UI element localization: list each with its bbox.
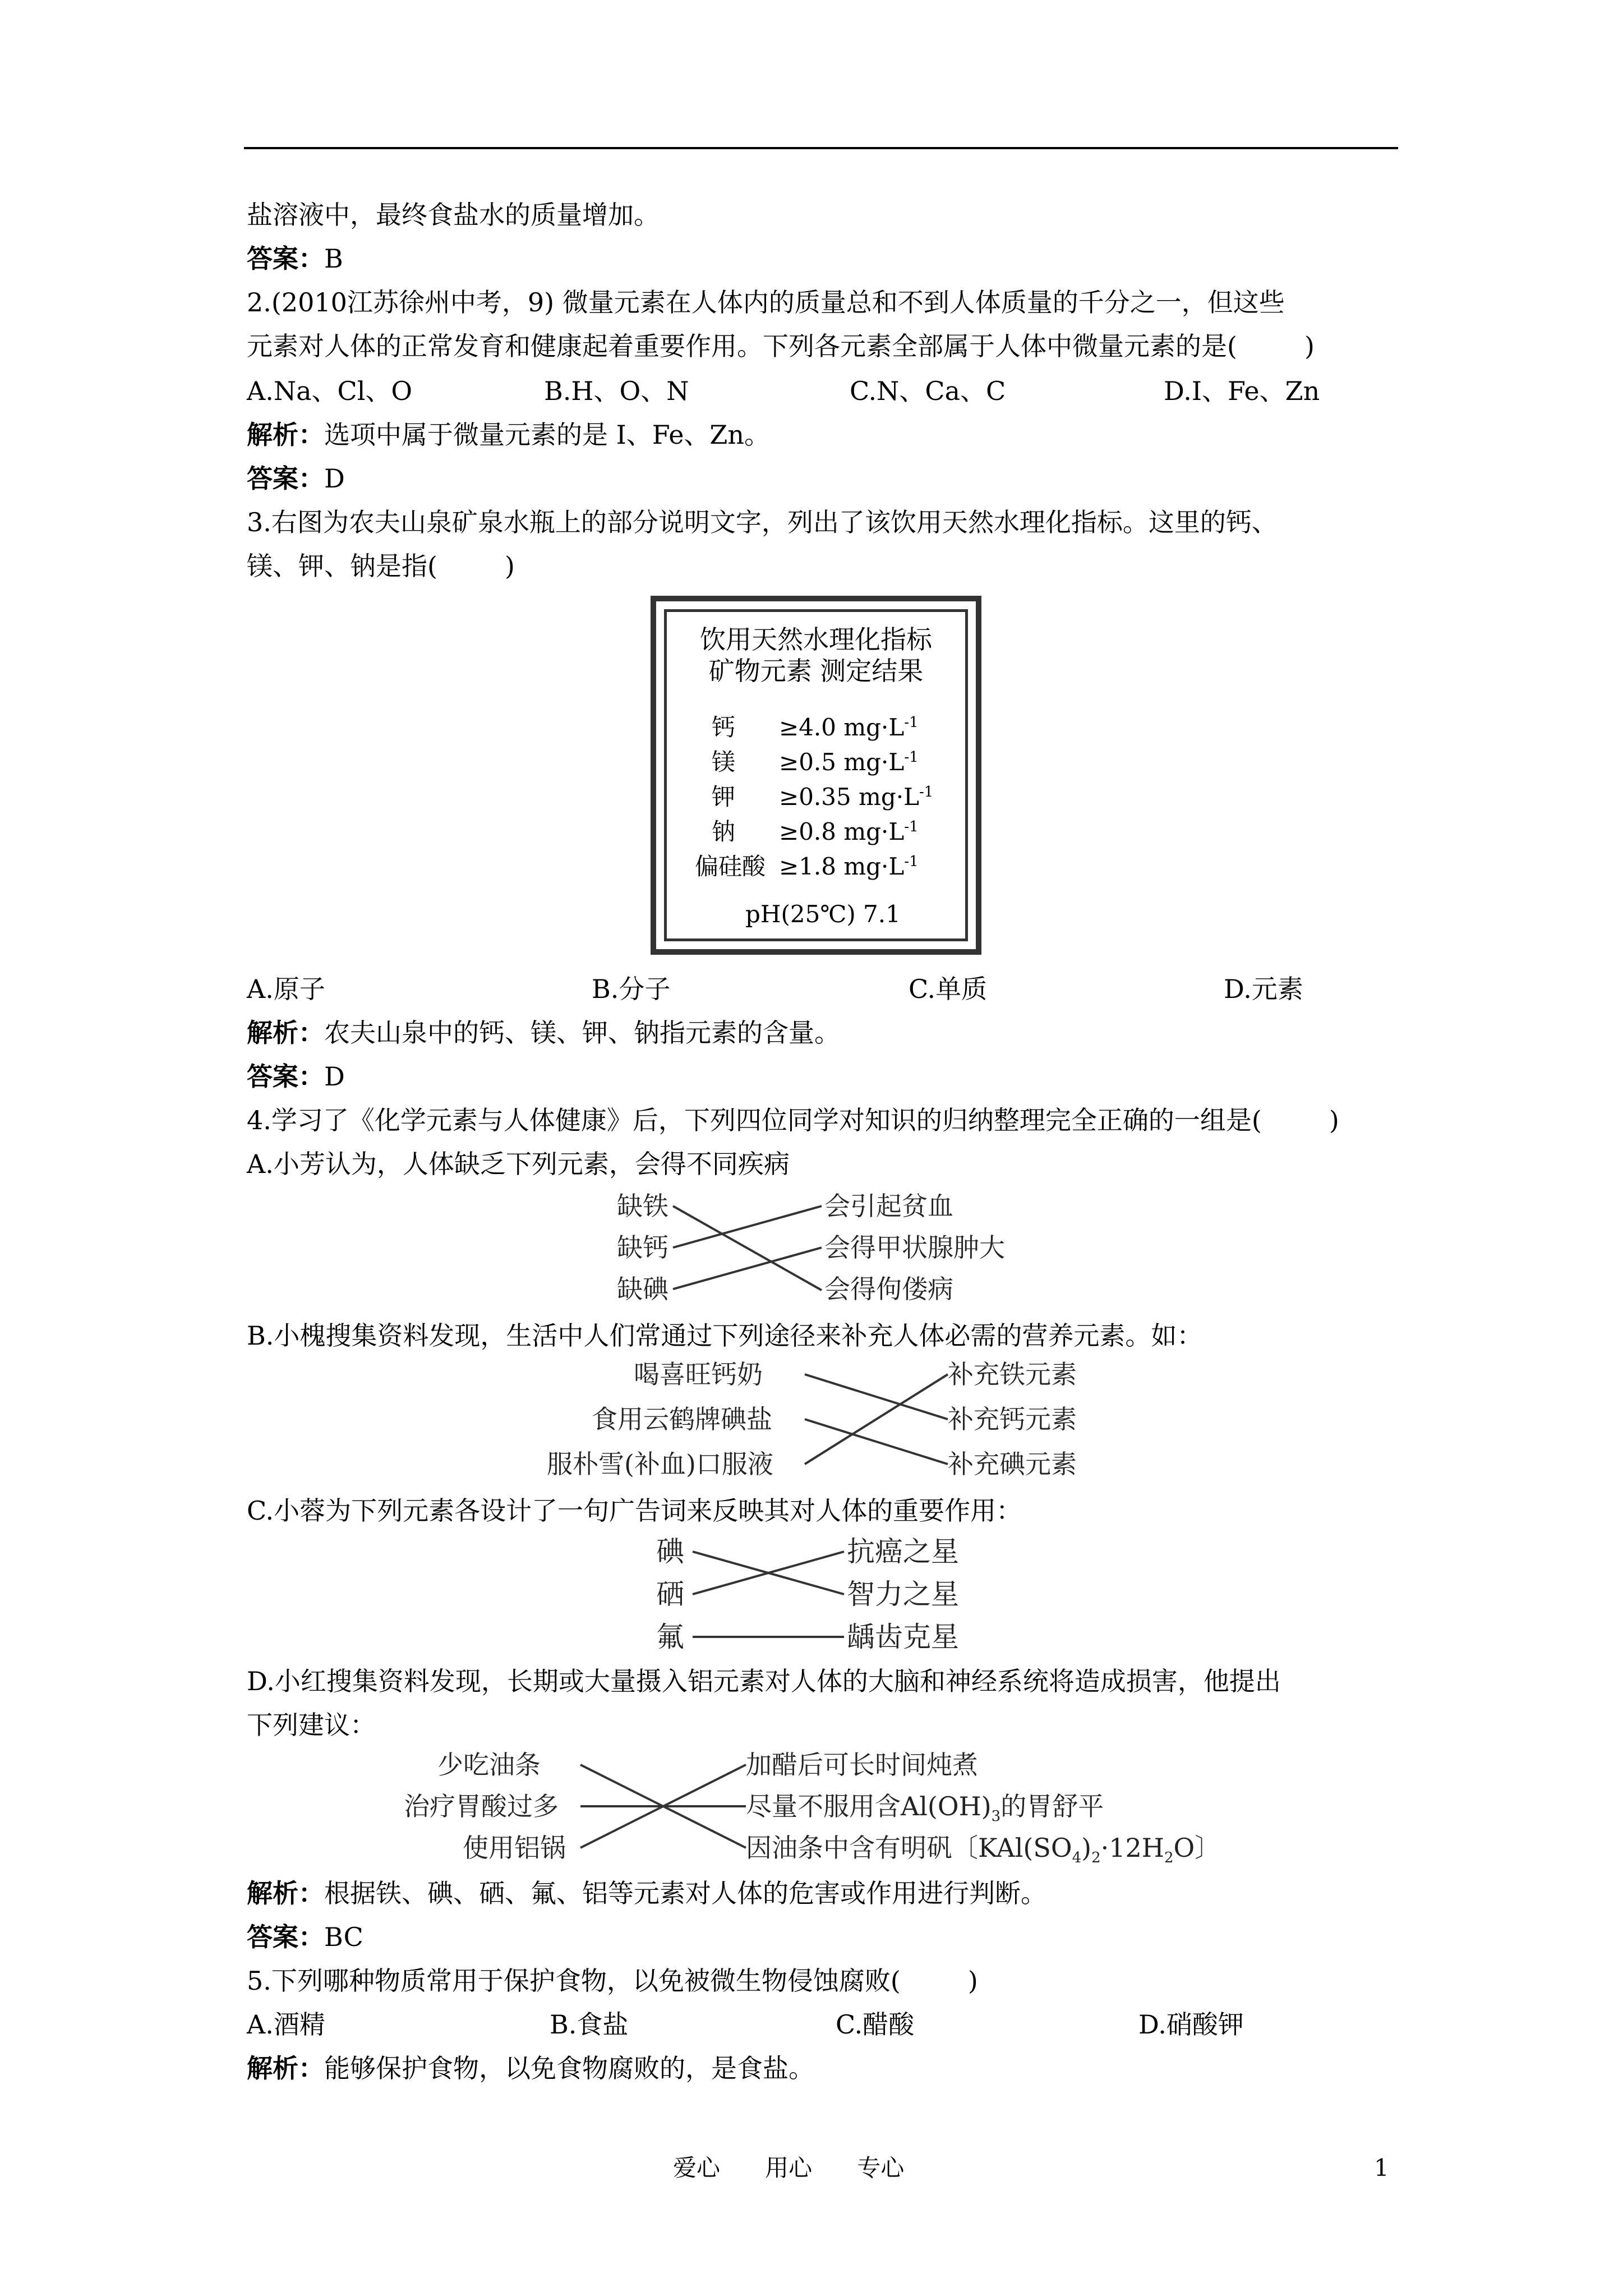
- option-d-text-1: D.小红搜集资料发现，长期或大量摄入铝元素对人体的大脑和神经系统将造成损害，他提出: [247, 1666, 1281, 1696]
- diag-a-left: 缺铁: [617, 1191, 668, 1221]
- question-4-stem: 4.学习了《化学元素与人体健康》后，下列四位同学对知识的归纳整理完全正确的一组是(: [247, 1105, 1262, 1135]
- info-row: [712, 741, 919, 779]
- diag-c-left: 碘: [656, 1535, 684, 1568]
- question-2-line-1: 2.(2010江苏徐州中考，9) 微量元素在人体内的质量总和不到人体质量的千分之一，但这些: [247, 287, 1285, 318]
- diag-d-right-tail: ·12H: [1100, 1833, 1164, 1863]
- answer-label: 答案：: [247, 1922, 324, 1952]
- explanation-text: 选项中属于微量元素的是 I、Fe、Zn。: [324, 420, 771, 450]
- answer-2: [247, 460, 345, 497]
- answer-label: 答案：: [247, 1061, 324, 1092]
- diag-b-left: 服朴雪(补血)口服液: [547, 1449, 773, 1479]
- info-element: 钠: [712, 818, 736, 845]
- option-c-text: C.小蓉为下列元素各设计了一句广告词来反映其对人体的重要作用：: [247, 1496, 1022, 1526]
- question-3-line-1: 3.右图为农夫山泉矿泉水瓶上的部分说明文字，列出了该饮用天然水理化指标。这里的钙、: [247, 507, 1278, 537]
- diag-a-left: 缺碘: [617, 1274, 668, 1304]
- explanation-4: [247, 1875, 1046, 1912]
- option-d: D.硝酸钾: [1138, 2009, 1244, 2040]
- option-b: B.H、O、N: [544, 376, 689, 406]
- connector-line: [805, 1374, 948, 1419]
- connector-line: [805, 1374, 948, 1464]
- diag-d-right: [746, 1789, 1104, 1833]
- diag-b-left: 食用云鹤牌碘盐: [592, 1404, 772, 1434]
- diag-d-left: 使用铝锅: [463, 1833, 566, 1863]
- diag-b-right: 补充铁元素: [948, 1359, 1077, 1389]
- diag-c-left: 氟: [656, 1621, 684, 1653]
- diag-a-lines: [670, 1189, 827, 1313]
- explanation-text: 根据铁、碘、硒、氟、铝等元素对人体的危害或作用进行判断。: [324, 1878, 1046, 1908]
- diag-c-right: 龋齿克星: [847, 1621, 959, 1653]
- diag-a-right: 会引起贫血: [824, 1191, 953, 1221]
- info-value: ≥0.35 mg·L: [779, 783, 920, 811]
- info-exp: -1: [919, 784, 934, 800]
- explanation-3: [247, 1014, 840, 1051]
- answer-value: B: [324, 243, 343, 274]
- diag-d-left: 治疗胃酸过多: [404, 1791, 559, 1821]
- diag-a-left: 缺钙: [617, 1232, 668, 1263]
- option-c: C.单质: [909, 974, 988, 1004]
- subscript: 2: [1091, 1849, 1101, 1867]
- info-element: 偏硅酸: [695, 853, 766, 880]
- connector-line: [673, 1206, 822, 1248]
- info-exp: -1: [904, 749, 919, 766]
- diag-b-left: 喝喜旺钙奶: [634, 1359, 763, 1389]
- option-b: B.分子: [592, 974, 671, 1004]
- subscript: 2: [1164, 1849, 1174, 1867]
- diag-d-right-text: 尽量不服用含Al(OH): [746, 1791, 992, 1821]
- answer-label: 答案：: [247, 463, 324, 494]
- info-value: ≥4.0 mg·L: [779, 714, 905, 741]
- question-4-line-1: [247, 1102, 1339, 1139]
- answer-value: D: [324, 1061, 345, 1092]
- diag-c-right: 抗癌之星: [847, 1535, 959, 1568]
- info-value: ≥1.8 mg·L: [779, 853, 905, 880]
- mineral-info-label: [651, 596, 981, 955]
- connector-line: [673, 1248, 822, 1289]
- paren-close: ): [1329, 1105, 1339, 1135]
- explanation-label: 解析：: [247, 1878, 324, 1908]
- option-d-text-2: 下列建议：: [247, 1710, 376, 1740]
- answer-1: [247, 240, 343, 277]
- info-element: 镁: [712, 748, 736, 776]
- question-5-stem: 5.下列哪种物质常用于保护食物，以免被微生物侵蚀腐败(: [247, 1966, 901, 1996]
- diag-d-right-mid: ): [1081, 1833, 1092, 1863]
- explanation-text: 能够保护食物，以免食物腐败的，是食盐。: [324, 2053, 814, 2083]
- option-b-text: B.小槐搜集资料发现，生活中人们常通过下列途径来补充人体必需的营养元素。如：: [247, 1320, 1203, 1351]
- diag-d-left: 少吃油条: [437, 1750, 541, 1780]
- info-ph: pH(25℃) 7.1: [745, 900, 901, 928]
- connector-line: [805, 1419, 948, 1464]
- answer-3: [247, 1058, 345, 1095]
- option-a: A.原子: [247, 974, 325, 1004]
- info-value: ≥0.5 mg·L: [779, 748, 905, 776]
- question-3-line-2: [247, 547, 515, 585]
- diag-d-right: 加醋后可长时间炖煮: [746, 1750, 978, 1780]
- answer-4: [247, 1918, 363, 1955]
- paren-close: ): [504, 551, 515, 581]
- info-element: 钙: [712, 714, 736, 741]
- question-5-line-1: [247, 1962, 978, 1999]
- diag-b-lines: [802, 1358, 953, 1487]
- answer-value: D: [324, 463, 345, 494]
- subscript: 3: [991, 1808, 1001, 1825]
- diag-d-right: [746, 1831, 1220, 1875]
- option-a: A.酒精: [247, 2009, 325, 2040]
- text-line: 盐溶液中，最终食盐水的质量增加。: [247, 200, 660, 230]
- header-rule: [244, 147, 1398, 149]
- info-row: [712, 811, 919, 848]
- info-exp: -1: [904, 714, 919, 731]
- diag-b-right: 补充碘元素: [948, 1449, 1077, 1479]
- page-number: 1: [1374, 2154, 1389, 2182]
- question-2-line-2: [247, 328, 1315, 365]
- diag-d-right-end: O〕: [1173, 1833, 1221, 1863]
- option-d: D.元素: [1224, 974, 1303, 1004]
- diag-a-right: 会得佝偻病: [824, 1274, 953, 1304]
- explanation-2: [247, 416, 770, 453]
- option-a: A.Na、Cl、O: [247, 376, 413, 406]
- diag-c-lines: [690, 1535, 850, 1658]
- connector-line: [673, 1206, 822, 1290]
- answer-label: 答案：: [247, 243, 324, 274]
- paren-close: ): [1304, 331, 1315, 361]
- subscript: 4: [1072, 1849, 1082, 1867]
- footer-motto: 爱心 用心 专心: [673, 2154, 905, 2182]
- info-exp: -1: [904, 818, 919, 835]
- diag-d-right-tail: 的胃舒平: [1000, 1791, 1104, 1821]
- info-row: [695, 845, 919, 883]
- option-d: D.I、Fe、Zn: [1164, 376, 1320, 406]
- info-exp: -1: [904, 853, 919, 870]
- info-row: [712, 776, 933, 813]
- answer-value: BC: [324, 1922, 363, 1952]
- explanation-5: [247, 2050, 814, 2087]
- explanation-label: 解析：: [247, 1018, 324, 1048]
- diag-d-lines: [578, 1748, 751, 1871]
- info-row: [712, 706, 919, 744]
- diag-c-right: 智力之星: [847, 1578, 959, 1611]
- diag-c-left: 硒: [656, 1578, 684, 1611]
- option-c: C.醋酸: [836, 2009, 915, 2040]
- diag-d-right-text: 因油条中含有明矾〔KAl(SO: [746, 1833, 1072, 1863]
- question-2-stem: 元素对人体的正常发育和健康起着重要作用。下列各元素全部属于人体中微量元素的是(: [247, 331, 1237, 361]
- info-element: 钾: [712, 783, 736, 811]
- info-subtitle: 矿物元素 测定结果: [708, 656, 924, 686]
- option-b: B.食盐: [550, 2009, 629, 2040]
- info-title: 饮用天然水理化指标: [700, 624, 932, 655]
- explanation-text: 农夫山泉中的钙、镁、钾、钠指元素的含量。: [324, 1018, 840, 1048]
- option-a-text: A.小芳认为，人体缺乏下列元素，会得不同疾病: [247, 1149, 790, 1179]
- info-value: ≥0.8 mg·L: [779, 818, 905, 845]
- explanation-label: 解析：: [247, 2053, 324, 2083]
- option-c: C.N、Ca、C: [850, 376, 1006, 406]
- diag-b-right: 补充钙元素: [948, 1404, 1077, 1434]
- question-3-stem: 镁、钾、钠是指(: [247, 551, 437, 581]
- diag-a-right: 会得甲状腺肿大: [824, 1232, 1005, 1263]
- explanation-label: 解析：: [247, 420, 324, 450]
- paren-close: ): [967, 1966, 978, 1996]
